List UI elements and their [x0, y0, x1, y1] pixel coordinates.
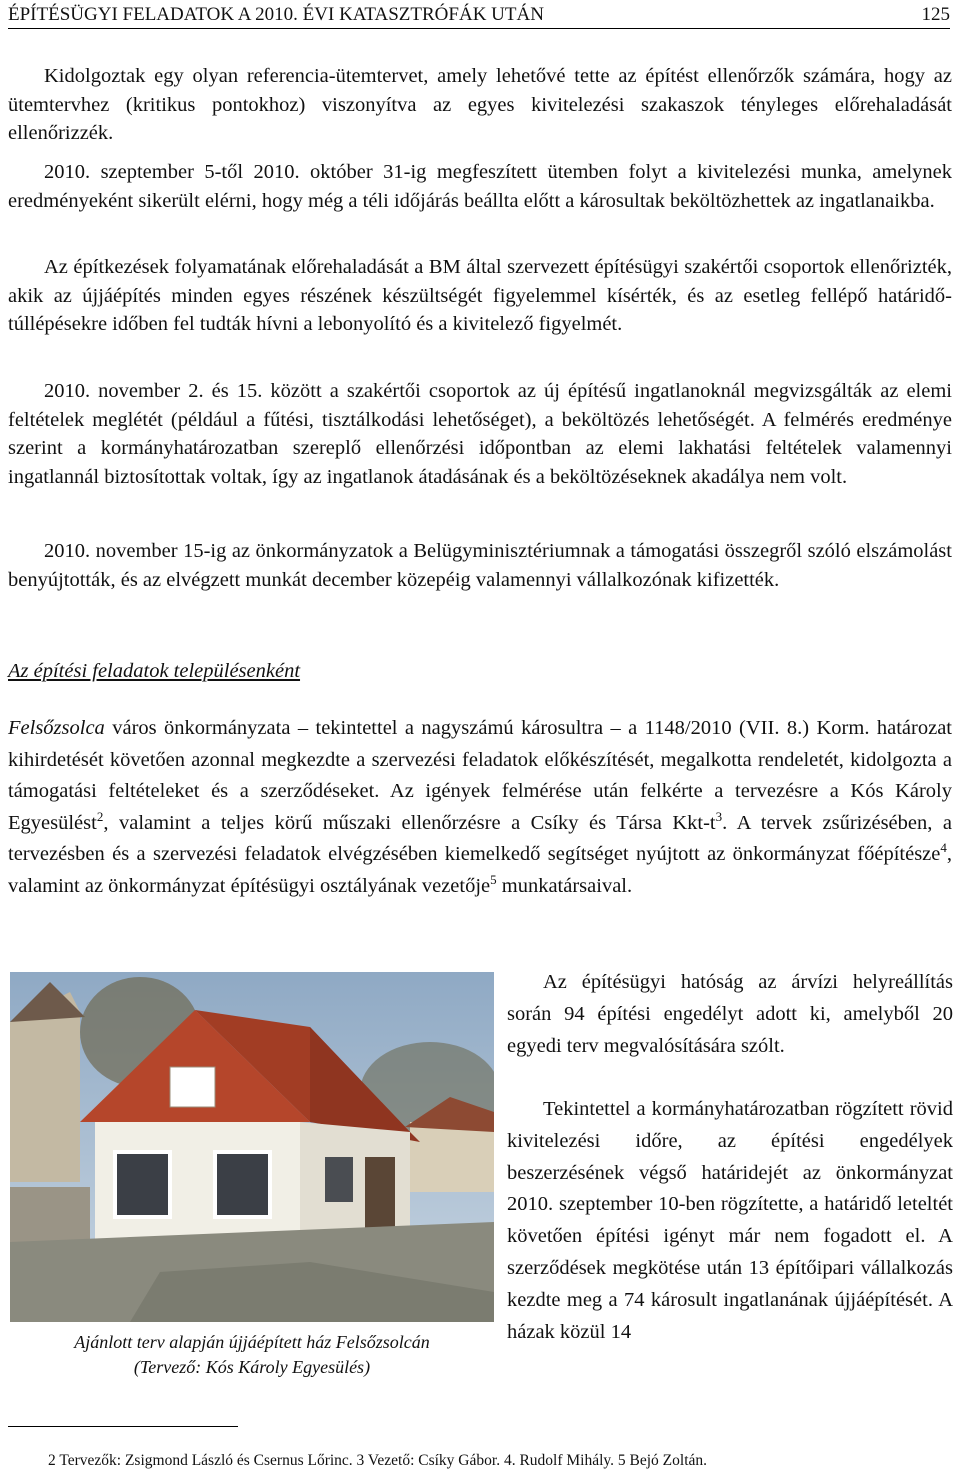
header-title: ÉPÍTÉSÜGYI FELADATOK A 2010. ÉVI KATASZTRÓFÁK UTÁN: [8, 4, 544, 25]
paragraph-construction-period: 2010. szeptember 5-től 2010. október 31-ig megfeszített ütemben folyt a kivitelezési munka, amelynek eredményeként sikerült elérni, hogy még a téli időjárás beállta előtt a károsultak beköltözhettek az ingatlanaikba.: [8, 161, 952, 212]
paragraph-inspection: 2010. november 2. és 15. között a szakértői csoportok az új építésű ingatlanoknál megvizsgálták az elemi feltételek meglétét (például a fűtési, tisztálkodási lehetőséget), a beköltözés lehetőségét. A felmérés eredménye szerint a kormányhatározatban szereplő ellenőrzési időpontban az elemi lakhatási feltételek valamennyi ingatlannál biztosítottak voltak, így az ingatlanok átadásának és a beköltözéseknek akadálya nem volt.: [8, 380, 952, 488]
footnote-rule: [8, 1426, 238, 1427]
paragraph-reference-schedule: Kidolgoztak egy olyan referencia-ütemtervet, amely lehetővé tette az építést ellenőrzők számára, hogy az ütemtervhez (kritikus pontokhoz) viszonyítva az egyes kivitelezési szakaszok tényleges előrehaladását ellenőrizzék.: [8, 65, 952, 145]
place-name: Felsőzsolca: [8, 717, 105, 739]
footnotes: 2 Tervezők: Zsigmond László és Csernus Lőrinc. 3 Vezető: Csíky Gábor. 4. Rudolf Mihály. 5 Bejó Zoltán.: [48, 1452, 707, 1469]
figure-caption: [10, 1330, 494, 1380]
felsozsolca-text-4: , valamint az önkormányzat építésügyi osztályának vezetője: [8, 843, 952, 897]
paragraph-felsozsolca: [8, 713, 952, 903]
house-photo: [10, 972, 494, 1322]
felsozsolca-text-2: , valamint a teljes körű műszaki ellenőrzésre a Csíky és Társa Kkt-t: [103, 811, 716, 834]
felsozsolca-text-3: . A tervek zsűrizésében, a tervezésben és a szervezési feladatok elvégzésében kiemelkedő segítséget nyújtott az önkormányzat főépítésze: [8, 811, 952, 866]
page-number: 125: [921, 4, 950, 25]
paragraph-building-permits: Az építésügyi hatóság az árvízi helyreállítás során 94 építési engedélyt adott ki, amelyből 20 egyedi terv megvalósítására szólt.: [507, 971, 953, 1057]
caption-line-2: (Tervező: Kós Károly Egyesülés): [133, 1357, 371, 1377]
footnote-ref-5: 5: [490, 872, 497, 888]
caption-line-1: Ajánlott terv alapján újjáépített ház Felsőzsolcán: [74, 1332, 430, 1352]
footnote-ref-3: 3: [715, 808, 723, 824]
footnote-ref-2: 2: [96, 808, 104, 824]
felsozsolca-text-5: munkatársaival.: [496, 874, 633, 897]
paragraph-settlement: 2010. november 15-ig az önkormányzatok a Belügyminisztériumnak a támogatási összegről szóló elszámolást benyújtották, és az elvégzett munkát december közepéig valamennyi vállalkozónak kifizették.: [8, 540, 952, 591]
footnote-ref-4: 4: [940, 840, 947, 856]
felsozsolca-text-1: város önkormányzata – tekintettel a nagyszámú károsultra – a 1148/2010 (VII. 8.) Korm. határozat kihirdetését követően azonnal megkezdte a szervezési feladatok előkészítését, megalkotta rendeletét, kidolgozta a támogatási feltételeket és a szerződéseket. Az igények felmérése után felkérte a tervezésre a Kós Károly Egyesülést: [8, 717, 952, 834]
paragraph-deadline: Tekintettel a kormányhatározatban rögzített rövid kivitelezési időre, az építési engedélyek beszerzésének végső határidejét az önkormányzat 2010. szeptember 10-ben rögzítette, a határidő leteltét követően építési igényt már nem fogadott el. A szerződések megkötése után 13 építőipari vállalkozás kezdte meg a 74 károsult ingatlanának újjáépítését. A házak közül 14: [507, 1098, 953, 1343]
section-heading: Az építési feladatok településenként: [8, 660, 301, 682]
paragraph-expert-supervision: Az építkezések folyamatának előrehaladását a BM által szervezett építésügyi szakértői csoportok ellenőrizték, akik az újjáépítés minden egyes részének készültségét figyelemmel kísérték, és az esetleg fellépő határidő-túllépésekre időben fel tudták hívni a lebonyolító és a kivitelező figyelmét.: [8, 256, 952, 336]
running-header: [8, 2, 950, 29]
